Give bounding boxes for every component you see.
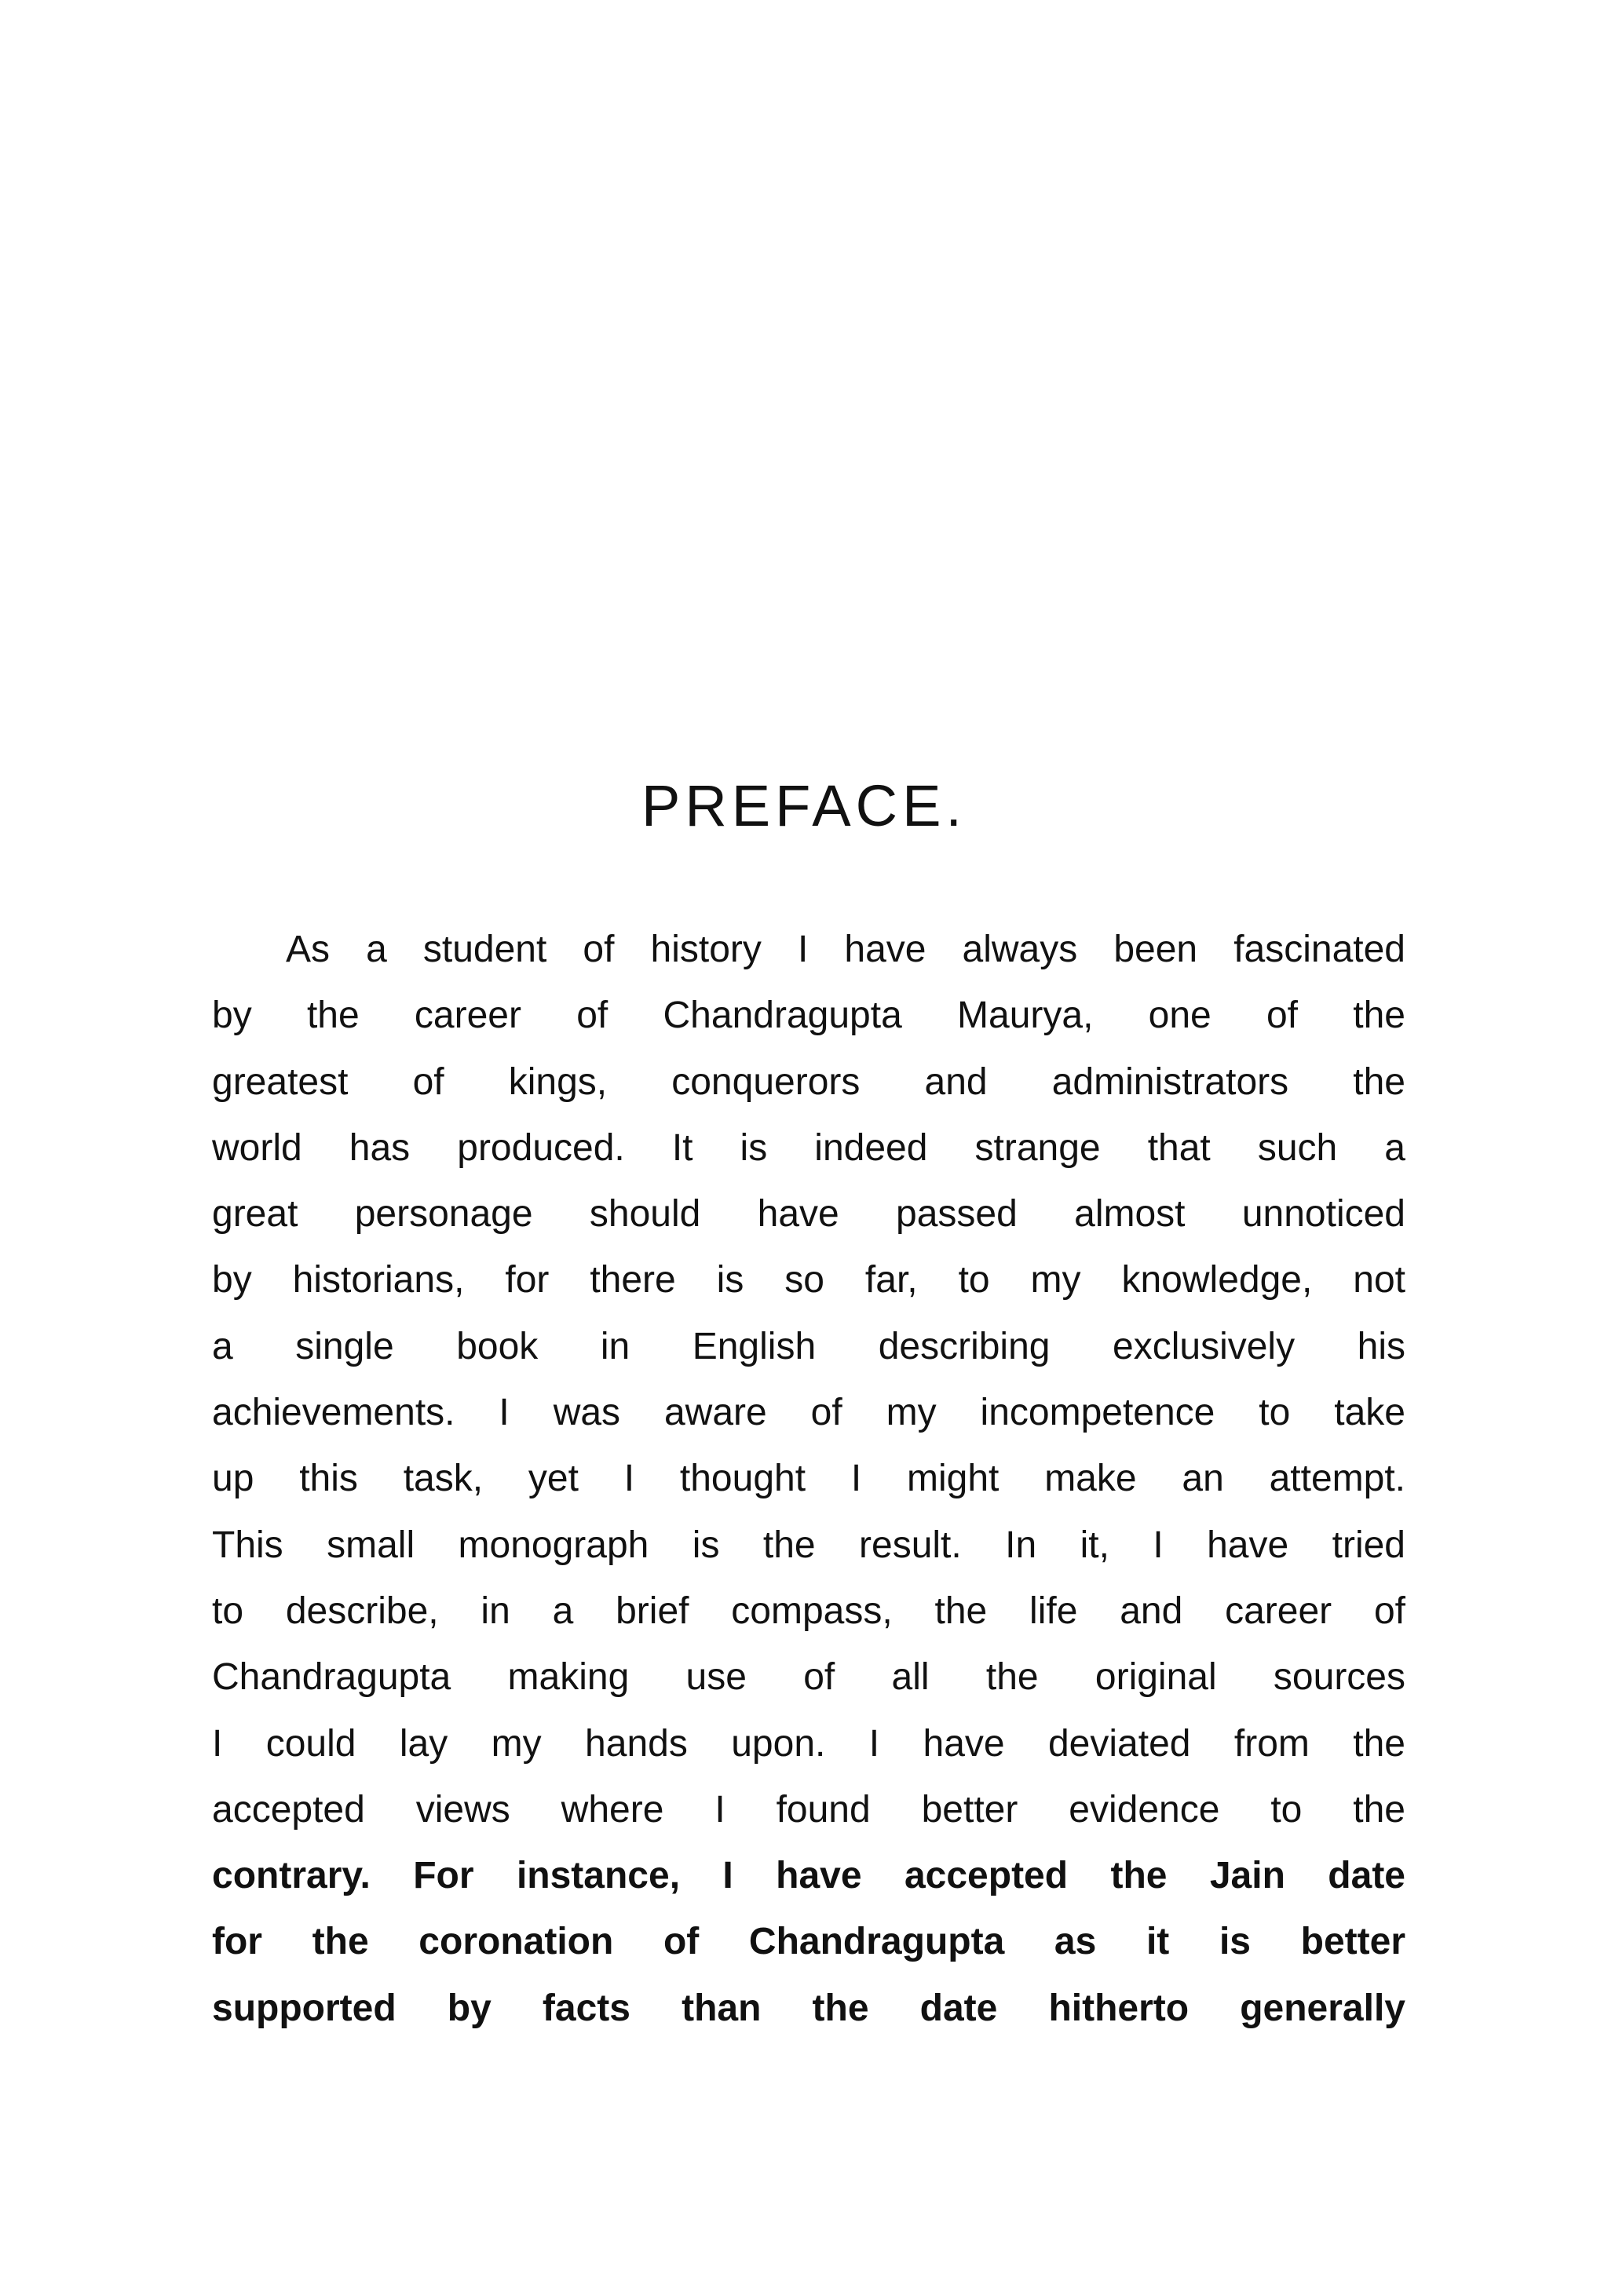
text-line: greatest of kings, conquerors and administrators the — [212, 1060, 1405, 1103]
text-line: I could lay my hands upon. I have deviated from the — [212, 1722, 1405, 1765]
text-line: by historians, for there is so far, to my knowledge, not — [212, 1259, 1405, 1301]
text-line: by the career of Chandragupta Maurya, one of the — [212, 995, 1405, 1037]
text-line: for the coronation of Chandragupta as it is better — [212, 1921, 1405, 1963]
text-line: up this task, yet I thought I might make an attempt. — [212, 1458, 1405, 1500]
text-line: Chandragupta making use of all the original sources — [212, 1656, 1405, 1699]
text-line: achievements. I was aware of my incompetence to take — [212, 1392, 1405, 1434]
text-line: As a student of history I have always been fascinated — [286, 929, 1405, 970]
text-line: accepted views where I found better evidence to the — [212, 1788, 1405, 1831]
text-line: contrary. For instance, I have accepted the Jain date — [212, 1855, 1405, 1897]
text-line: a single book in English describing exclusively his — [212, 1325, 1405, 1367]
text-line: supported by facts than the date hitherto generally — [212, 1987, 1405, 2029]
text-line: great personage should have passed almost unnoticed — [212, 1193, 1405, 1236]
text-line: world has produced. It is indeed strange that such a — [212, 1126, 1405, 1169]
preface-heading: PREFACE. — [641, 773, 967, 838]
preface-paragraph — [212, 917, 1405, 2042]
text-line: to describe, in a brief compass, the life and career of — [212, 1590, 1405, 1632]
text-line: This small monograph is the result. In it, I have tried — [212, 1524, 1405, 1566]
